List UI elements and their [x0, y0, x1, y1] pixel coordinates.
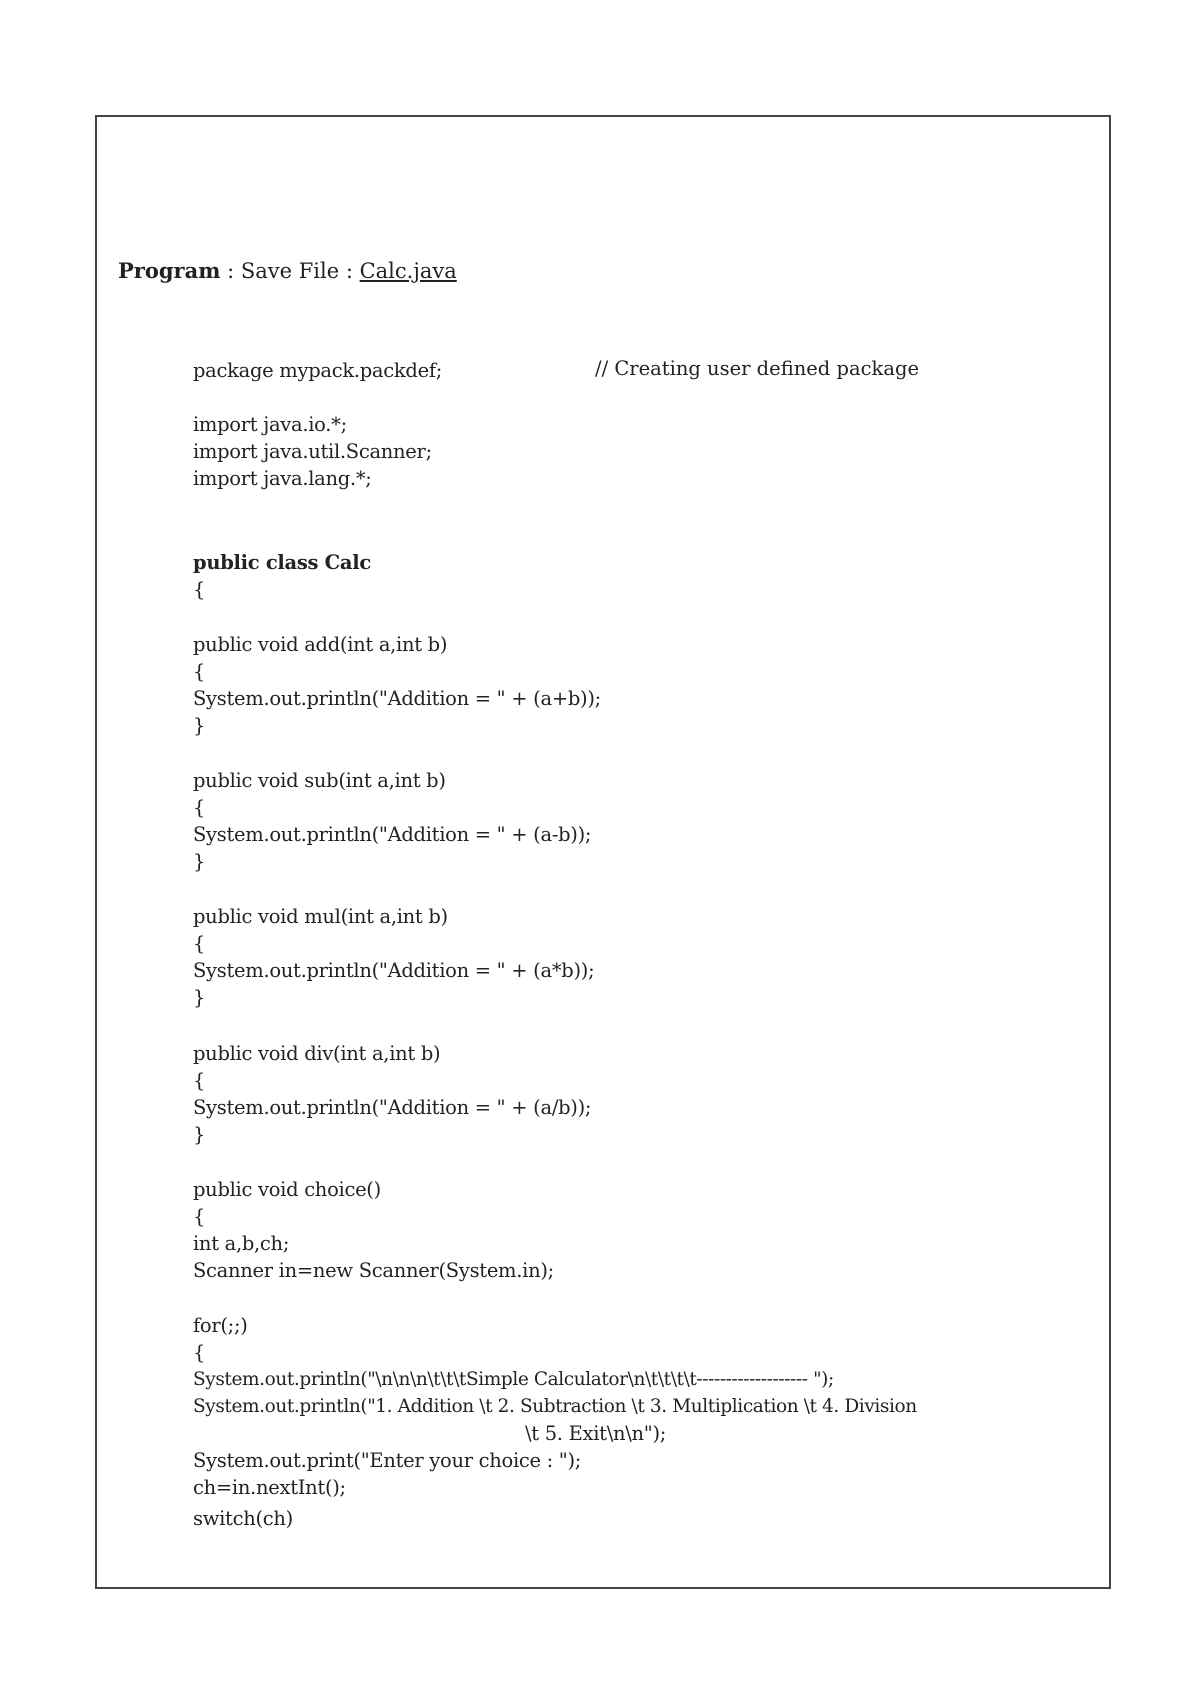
code-package-line: package mypack.packdef; — [193, 359, 442, 382]
code-add-open: { — [193, 660, 206, 683]
code-add-close: } — [193, 714, 206, 737]
code-class-open: { — [193, 578, 206, 601]
code-prompt: System.out.print("Enter your choice : "); — [193, 1449, 582, 1472]
code-read-choice: ch=in.nextInt(); — [193, 1476, 346, 1499]
filename-link: Calc.java — [359, 259, 457, 283]
code-add-body: System.out.println("Addition = " + (a+b)); — [193, 687, 601, 710]
code-div-body: System.out.println("Addition = " + (a/b)); — [193, 1096, 592, 1119]
code-for-open: { — [193, 1341, 206, 1364]
code-print-title: System.out.println("\n\n\n\t\t\tSimple Calculator\n\t\t\t\t------------------- "); — [193, 1369, 834, 1390]
code-mul-decl: public void mul(int a,int b) — [193, 905, 448, 928]
code-package-comment: // Creating user defined package — [595, 357, 919, 380]
code-print-menu-cont: \t 5. Exit\n\n"); — [525, 1422, 667, 1445]
code-mul-open: { — [193, 932, 206, 955]
code-div-open: { — [193, 1069, 206, 1092]
code-import-lang: import java.lang.*; — [193, 467, 372, 490]
code-sub-open: { — [193, 796, 206, 819]
code-sub-close: } — [193, 850, 206, 873]
code-add-decl: public void add(int a,int b) — [193, 633, 448, 656]
save-file-label: : Save File : — [220, 259, 360, 283]
code-switch: switch(ch) — [193, 1507, 293, 1530]
code-choice-decl: public void choice() — [193, 1178, 381, 1201]
code-div-close: } — [193, 1123, 206, 1146]
code-mul-close: } — [193, 986, 206, 1009]
code-class-decl: public class Calc — [193, 551, 371, 574]
code-import-io: import java.io.*; — [193, 413, 347, 436]
code-div-decl: public void div(int a,int b) — [193, 1042, 441, 1065]
program-label: Program — [118, 258, 221, 283]
code-mul-body: System.out.println("Addition = " + (a*b)); — [193, 959, 595, 982]
code-vars: int a,b,ch; — [193, 1232, 290, 1255]
code-sub-decl: public void sub(int a,int b) — [193, 769, 446, 792]
code-print-menu: System.out.println("1. Addition \t 2. Subtraction \t 3. Multiplication \t 4. Division — [193, 1396, 917, 1417]
code-for-loop: for(;;) — [193, 1314, 248, 1337]
code-sub-body: System.out.println("Addition = " + (a-b)); — [193, 823, 592, 846]
code-choice-open: { — [193, 1205, 206, 1228]
page-title — [118, 258, 457, 283]
code-scanner: Scanner in=new Scanner(System.in); — [193, 1259, 554, 1282]
code-import-scanner: import java.util.Scanner; — [193, 440, 432, 463]
